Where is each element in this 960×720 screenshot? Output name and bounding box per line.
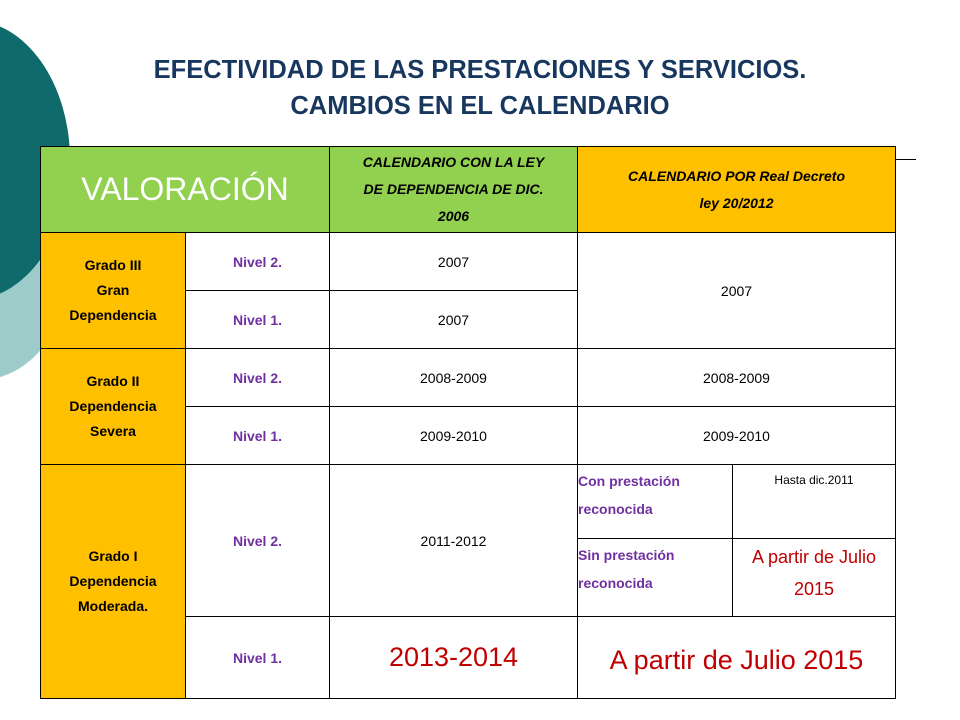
grado-2-nivel-2-rd: 2008-2009: [578, 349, 896, 407]
ley-header-line-1: CALENDARIO CON LA LEY: [362, 154, 545, 170]
title-line-1: EFECTIVIDAD DE LAS PRESTACIONES Y SERVICIOS.: [153, 56, 807, 84]
rd-calendar-header: [578, 147, 896, 233]
grado-2-nivel-1-label: Nivel 1.: [186, 407, 330, 465]
grado-2-label: [41, 349, 186, 465]
grado-2-nivel-2-ley: 2008-2009: [330, 349, 578, 407]
valoracion-header: VALORACIÓN: [41, 147, 330, 233]
grado-1-line-2: Dependencia: [69, 573, 157, 589]
grado-1-line-1: Grado I: [88, 548, 138, 564]
table-row: [41, 233, 896, 291]
grado-3-nivel-1-ley: 2007: [330, 291, 578, 349]
sin-prestacion-line-2: reconocida: [578, 575, 653, 591]
grado-2-line-1: Grado II: [86, 373, 140, 389]
page-title: [0, 52, 960, 124]
con-prestacion-line-2: reconocida: [578, 501, 653, 517]
sin-prestacion-line-1: Sin prestación: [578, 547, 675, 563]
grado-1-nivel-2-label: Nivel 2.: [186, 465, 330, 617]
con-prestacion-label: [578, 465, 733, 539]
grado-1-nivel-1-ley: 2013-2014: [330, 617, 578, 699]
grado-1-line-3: Moderada.: [77, 598, 148, 614]
rd-header-line-1: CALENDARIO POR Real Decreto: [627, 167, 846, 184]
header-tick-line: [896, 159, 916, 160]
grado-2-line-2: Dependencia: [69, 398, 157, 414]
grado-2-line-3: Severa: [90, 423, 136, 439]
grado-3-rd: 2007: [578, 233, 896, 349]
grado-3-line-1: Grado III: [84, 257, 142, 273]
grado-3-line-3: Dependencia: [69, 307, 157, 323]
grado-3-nivel-2-ley: 2007: [330, 233, 578, 291]
table-row: [41, 465, 896, 539]
grado-1-nivel-1-label: Nivel 1.: [186, 617, 330, 699]
title-line-2: CAMBIOS EN EL CALENDARIO: [290, 92, 670, 120]
grado-2-nivel-1-rd: 2009-2010: [578, 407, 896, 465]
grado-2-nivel-2-label: Nivel 2.: [186, 349, 330, 407]
ley-header-line-2: DE DEPENDENCIA DE DIC.: [363, 181, 544, 197]
con-prestacion-line-1: Con prestación: [578, 473, 680, 489]
sin-prestacion-value-line-2: 2015: [793, 579, 835, 599]
grado-1-nivel-1-rd: A partir de Julio 2015: [578, 617, 896, 699]
grado-2-nivel-1-ley: 2009-2010: [330, 407, 578, 465]
grado-3-nivel-2-label: Nivel 2.: [186, 233, 330, 291]
sin-prestacion-label: [578, 539, 733, 617]
rd-header-line-2: ley 20/2012: [699, 194, 774, 211]
grado-3-line-2: Gran: [96, 282, 130, 298]
table-header-row: [41, 147, 896, 233]
sin-prestacion-value: [733, 539, 896, 617]
grado-1-label: [41, 465, 186, 699]
ley-header-line-3: 2006: [437, 208, 470, 224]
ley-calendar-header: [330, 147, 578, 233]
con-prestacion-value: Hasta dic.2011: [733, 465, 896, 539]
calendar-table: [40, 146, 896, 699]
grado-3-nivel-1-label: Nivel 1.: [186, 291, 330, 349]
grado-3-label: [41, 233, 186, 349]
grado-1-nivel-2-ley: 2011-2012: [330, 465, 578, 617]
sin-prestacion-value-line-1: A partir de Julio: [751, 547, 877, 567]
table-row: [41, 349, 896, 407]
